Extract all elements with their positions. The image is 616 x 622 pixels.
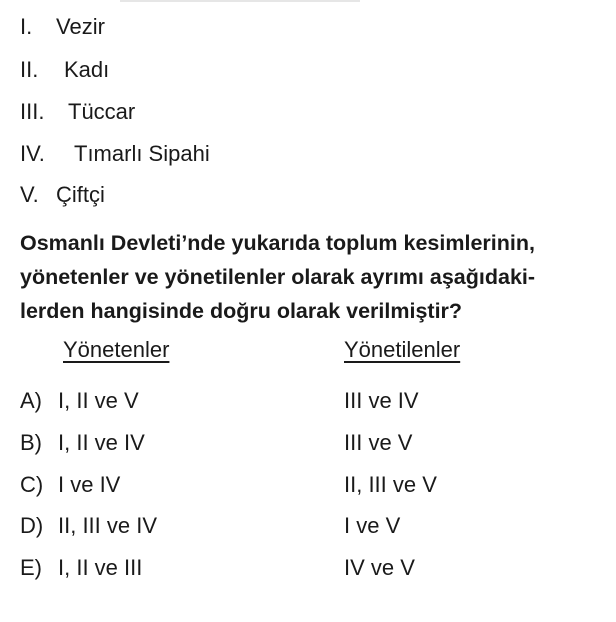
option-yonetilenler: I ve V <box>344 513 401 538</box>
option-yonetilenler: IV ve V <box>344 555 415 580</box>
option-yonetilenler: III ve V <box>344 430 413 455</box>
item-number: I. <box>20 14 33 39</box>
option-yonetenler: I, II ve III <box>58 555 143 580</box>
column-header-yonetenler: Yönetenler <box>63 337 170 362</box>
option-yonetilenler: III ve IV <box>344 388 419 413</box>
list-item-3 <box>20 99 135 125</box>
list-item-2 <box>20 57 109 83</box>
item-number: III. <box>20 99 45 124</box>
item-text: Tüccar <box>68 99 136 124</box>
item-text: Kadı <box>64 57 110 82</box>
item-text: Vezir <box>56 14 105 39</box>
question-text <box>20 226 600 328</box>
option-yonetenler: I, II ve IV <box>58 430 145 455</box>
option-yonetenler: I, II ve V <box>58 388 139 413</box>
item-number: II. <box>20 57 39 82</box>
item-text: Tımarlı Sipahi <box>74 141 210 166</box>
option-yonetenler: I ve IV <box>58 472 121 497</box>
question-line: Osmanlı Devleti’nde yukarıda toplum kesimlerinin, <box>20 231 535 255</box>
option-yonetilenler: II, III ve V <box>344 472 437 497</box>
option-yonetenler: II, III ve IV <box>58 513 158 538</box>
option-letter: E) <box>20 555 42 580</box>
list-item-4 <box>20 141 210 167</box>
option-letter: B) <box>20 430 42 455</box>
question-line: lerden hangisinde doğru olarak verilmiştir? <box>20 299 463 323</box>
question-line: yönetenler ve yönetilenler olarak ayrımı aşağıdaki- <box>20 265 536 289</box>
list-item-5 <box>20 182 105 208</box>
option-letter: C) <box>20 472 44 497</box>
column-header-yonetilenler: Yönetilenler <box>344 337 461 362</box>
option-letter: D) <box>20 513 44 538</box>
list-item-1 <box>20 14 105 40</box>
item-number: IV. <box>20 141 45 166</box>
top-divider <box>120 0 360 2</box>
item-text: Çiftçi <box>56 182 105 207</box>
option-letter: A) <box>20 388 42 413</box>
item-number: V. <box>20 182 39 207</box>
